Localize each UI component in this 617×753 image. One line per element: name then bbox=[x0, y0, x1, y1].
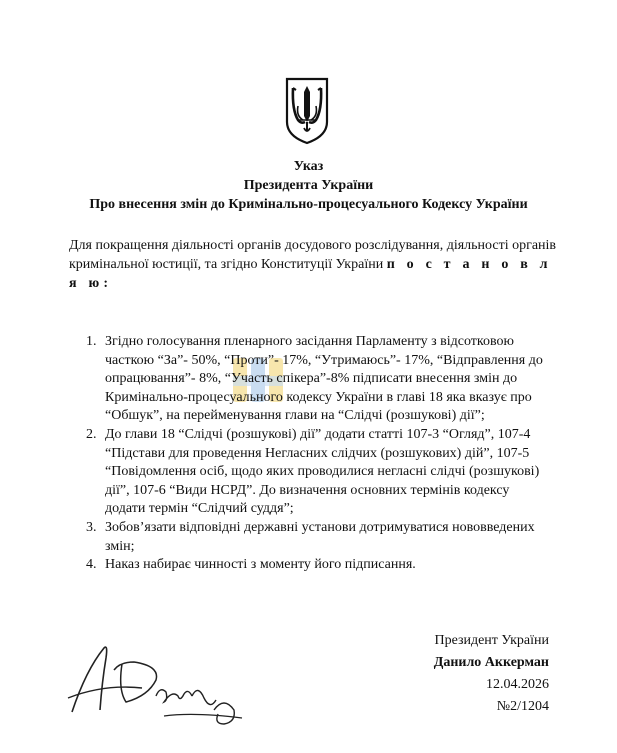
list-item bbox=[69, 519, 569, 556]
signer-position: Президент України bbox=[434, 633, 549, 648]
preamble bbox=[69, 236, 559, 293]
list-item bbox=[69, 333, 569, 426]
list-item-number: 4. bbox=[86, 557, 97, 573]
list-item-text: Наказ набирає чинності з моменту його підписання. bbox=[105, 557, 416, 573]
decree-title: Указ bbox=[293, 159, 324, 174]
handwritten-signature bbox=[64, 640, 244, 735]
list-item-number: 1. bbox=[86, 334, 97, 349]
list-item bbox=[69, 426, 569, 519]
list-item-text: Зобов’язати відповідні державні установи дотримуватися нововведених змін; bbox=[105, 519, 535, 554]
list-item-number: 3. bbox=[86, 519, 97, 535]
preamble-text: Для покращення діяльності органів досудового розслідування, діяльності органів кримінальної юстиції, та згідно Конституції України bbox=[69, 238, 557, 272]
decree-issuer: Президента України bbox=[243, 178, 374, 193]
list-item-text: До глави 18 “Слідчі (розшукові) дії” додати статті 107-3 “Огляд”, 107-4 “Підстави для проведення Негласних слідчих (розшукових) дій”, 107-5 “Повідомлення осіб, щодо яких проводилися негласні слідчі (розшукові) дії”, 107-6 “Види НСРД”. До визначення основних термінів кодексу додати термін “Слідчий суддя”; bbox=[105, 426, 540, 517]
decree-word: п о с т а н о в л я ю: bbox=[69, 257, 552, 291]
signer-name: Данило Аккерман bbox=[433, 655, 549, 670]
decree-date: 12.04.2026 bbox=[486, 677, 549, 692]
trident-coat-of-arms-icon bbox=[284, 76, 330, 146]
list-item-number: 2. bbox=[86, 426, 97, 442]
decree-heading bbox=[0, 157, 617, 214]
decree-number: №2/1204 bbox=[496, 699, 549, 714]
list-item bbox=[69, 556, 569, 575]
decree-items-list bbox=[69, 333, 569, 575]
signature-block bbox=[434, 630, 549, 718]
decree-subject: Про внесення змін до Кримінально-процесуального Кодексу України bbox=[89, 197, 528, 212]
list-item-text: Згідно голосування пленарного засідання Парламенту з відсотковою часткою “За”- 50%, “Проти”- 17%, “Утримаюсь”- 17%, “Відправлення до опрацювання”- 8%, “Участь спікера”-8% підписати внесення змін до Кримінально-процесуального кодексу України в главі 18 яка вказує про “Обшук”, на перейменування глави на “Слідчі (розшукові) дії”; bbox=[105, 334, 543, 424]
